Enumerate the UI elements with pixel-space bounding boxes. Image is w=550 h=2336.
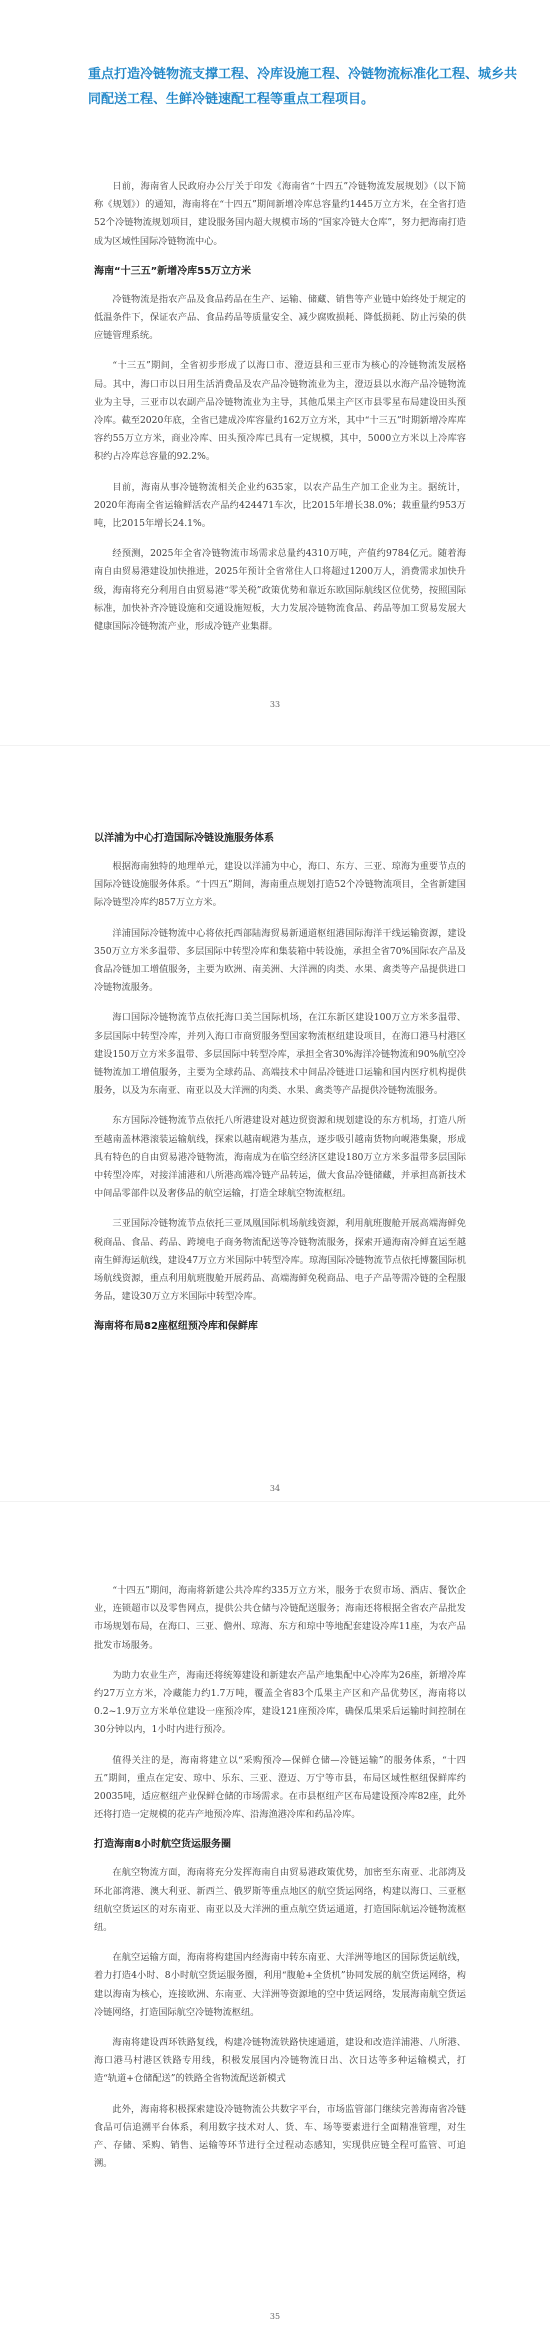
page-1 — [0, 0, 550, 745]
paragraph: 在航空运输方面，海南将构建国内经海南中转东南亚、大洋洲等地区的国际货运航线，着力打造4小时、8小时航空货运服务圈，利用“腹舱+全货机”协同发展的航空货运网络，构建以海南为核心，连接欧洲、东南亚、大洋洲等资源地的空中货运网络，发展海南航空货运冷链网络，打造国际航空冷链物流枢纽。 — [94, 1952, 466, 2018]
page-3-body — [94, 1582, 466, 2185]
paragraph: 在航空物流方面，海南将充分发挥海南自由贸易港政策优势，加密至东南亚、北部湾及环北部湾港、澳大利亚、新西兰、俄罗斯等重点地区的航空货运网络，构建以海口、三亚枢纽航空货运区的对东南亚、南亚以及大洋洲的重点航空货运通道，打造国际航运冷链物流枢纽。 — [94, 1867, 466, 1934]
paragraph: 目前，海南从事冷链物流相关企业约635家，以农产品生产加工企业为主。据统计，2020年海南全省运输鲜活农产品约424471车次，比2015年增长38.0%；载重量约953万吨，比2015年增长24.1%。 — [94, 481, 466, 530]
page-2 — [0, 746, 550, 1501]
page-number: 35 — [269, 2312, 281, 2321]
page-3 — [0, 1502, 550, 2336]
paragraph: 经预测，2025年全省冷链物流市场需求总量约4310万吨，产值约9784亿元。随着海南自由贸易港建设加快推进，2025年预计全省常住人口将超过1200万人，消费需求加快升级，海南将充分利用自由贸易港“零关税”政策优势和靠近东欧国际航线区位优势，按照国际标准，加快补齐冷链设施和交通设施短板，大力发展冷链物流食品、药品等加工贸易发展大健康国际冷链物流产业，形成冷链产业集群。 — [94, 548, 466, 633]
paragraph: 三亚国际冷链物流节点依托三亚凤凰国际机场航线资源，利用航班腹舱开展高端海鲜免税商品、食品、药品、跨境电子商务物流配送等冷链物流服务，探索开通海南冷鲜直运至越南生鲜海运航线，建设47万立方米国际中转型冷库。琼海国际冷链物流节点依托博鳌国际机场航线资源，重点利用航班腹舱开展药品、高端海鲜免税商品、电子产品等需冷链的全程服务品，建设30万立方米国际中转型冷库。 — [94, 1218, 466, 1303]
paragraph: “十四五”期间，海南将新建公共冷库约335万立方米，服务于农贸市场、酒店、餐饮企业，连锁超市以及零售网点，提供公共仓储与冷链配送服务；海南还将根据全省农产品批发市场规划布局，在海口、三亚、儋州、琼海、东方和琼中等地配套建设冷库11座，为农产品批发市场服务。 — [94, 1585, 466, 1651]
page-1-body — [94, 178, 466, 648]
paragraph: “十三五”期间，全省初步形成了以海口市、澄迈县和三亚市为核心的冷链物流发展格局。其中，海口市以日用生活消费品及农产品冷链物流业为主，澄迈县以水海产品冷链物流业为主导，三亚市以农副产品冷链物流业为主导，其他瓜果主产区市县零星布局建设田头预冷库。截至2020年底，全省已建成冷库容量约162万立方米，其中“十三五”时期新增冷库库容约55万立方米，商业冷库、田头预冷库已具有一定规模，其中，5000立方米以上冷库容积约占冷库总容量的92.2%。 — [94, 360, 466, 463]
subheading: 以洋浦为中心打造国际冷链设施服务体系 — [94, 833, 274, 844]
paragraph: 东方国际冷链物流节点依托八所港建设对越边贸资源和规划建设的东方机场，打造八所至越南盖林港滚装运输航线，探索以越南岘港为基点，逐步吸引越南货物向岘港集聚，形成具有特色的自由贸易港冷链物流，海南成为在临空经济区建设180万立方米多温带多层国际中转型冷库，对接洋浦港和八所港高端冷链产品转运，做大食品冷链储藏，并承担高新技术中间品零部件以及奢侈品的航空运输，打造全球航空物流枢纽。 — [94, 1115, 466, 1200]
paragraph: 值得关注的是，海南将建立以“采购预冷—保鲜仓储—冷链运输”的服务体系，“十四五”期间，重点在定安、琼中、乐东、三亚、澄迈、万宁等市县，布局区域性枢纽保鲜库约20035吨，适应枢纽产业保鲜仓储的市场需求。在市县枢纽产区布局建设预冷库82座，此外还将打造一定规模的花卉产地预冷库、沿海渔港冷库和药品冷库。 — [94, 1754, 466, 1821]
paragraph: 为助力农业生产，海南还将统筹建设和新建农产品产地集配中心冷库为26座，新增冷库约27万立方米，冷藏能力约1.7万吨，覆盖全省83个瓜果主产区和产品优势区，海南将以0.2~1.9万立方米单位建设一座预冷库，建设121座预冷库，确保瓜果采后运输时间控制在30分钟以内，1小时内进行预冷。 — [94, 1669, 466, 1736]
paragraph: 根据海南独特的地理单元，建设以洋浦为中心，海口、东方、三亚、琼海为重要节点的国际冷链设施服务体系。“十四五”期间，海南重点规划打造52个冷链物流项目，全省新建国际冷链型冷库约857万立方米。 — [94, 861, 466, 909]
paragraph: 此外，海南将积极探索建设冷链物流公共数字平台，市场监管部门继续完善海南省冷链食品可信追溯平台体系，利用数字技术对人、货、车、场等要素进行全面精准管理，对生产、存储、采购、销售、运输等环节进行全过程动态感知，实现供应链全程可监管、可追溯。 — [94, 2103, 466, 2170]
paragraph: 海口国际冷链物流节点依托海口美兰国际机场，在江东新区建设100万立方米多温带、多层国际中转型冷库，并列入海口市商贸服务型国家物流枢纽建设项目，在海口港马村港区建设150万立方米多温带、多层国际中转型冷库，承担全省30%海洋冷链物流和90%航空冷链物流加工增值服务，主要为全球药品、高端技术中间品冷链进口运输和国内医疗机构提供服务，以及为东南亚、南亚以及大洋洲的肉类、水果、禽类等产品提供冷链物流服务。 — [94, 1012, 466, 1097]
subheading: 海南将布局82座枢纽预冷库和保鲜库 — [94, 1321, 258, 1333]
paragraph: 洋浦国际冷链物流中心将依托西部陆海贸易新通道枢纽港国际海洋干线运输资源，建设350万立方米多温带、多层国际中转型冷库和集装箱中转设施，承担全省70%国际农产品及食品冷链加工增值服务，主要为欧洲、南美洲、大洋洲的肉类、水果、禽类等产品提供进口冷链物流服务。 — [94, 927, 466, 994]
page-number: 34 — [269, 1484, 281, 1493]
paragraph: 海南将建设西环铁路复线，构建冷链物流铁路快速通道，建设和改造洋浦港、八所港、海口港马村港区铁路专用线，积极发展国内冷链物流日出、次日达等多种运输模式，打造“轨道+仓储配送”的铁路全省物流配送新模式 — [94, 2037, 466, 2085]
paragraph: 日前，海南省人民政府办公厅关于印发《海南省“十四五”冷链物流发展规划》（以下简称《规划》）的通知，海南将在“十四五”期间新增冷库总容量约1445万立方米，在全省打造52个冷链物流规划项目，建设服务国内超大规模市场的“国家冷链大仓库”，努力把海南打造成为区域性国际冷链物流中心。 — [94, 181, 466, 247]
page-number: 33 — [269, 700, 281, 709]
page-2-body — [94, 824, 466, 1346]
headline: 重点打造冷链物流支撑工程、冷库设施工程、冷链物流标准化工程、城乡共同配送工程、生鲜冷链速配工程等重点工程项目。 — [88, 67, 518, 107]
paragraph: 冷链物流是指农产品及食品药品在生产、运输、储藏、销售等产业链中始终处于规定的低温条件下，保证农产品、食品药品等质量安全、减少腐败损耗、降低损耗、防止污染的供应链管理系统。 — [94, 293, 466, 342]
subheading: 海南“十三五”新增冷库55万立方米 — [94, 265, 252, 277]
subheading: 打造海南8小时航空货运服务圈 — [94, 1839, 231, 1851]
